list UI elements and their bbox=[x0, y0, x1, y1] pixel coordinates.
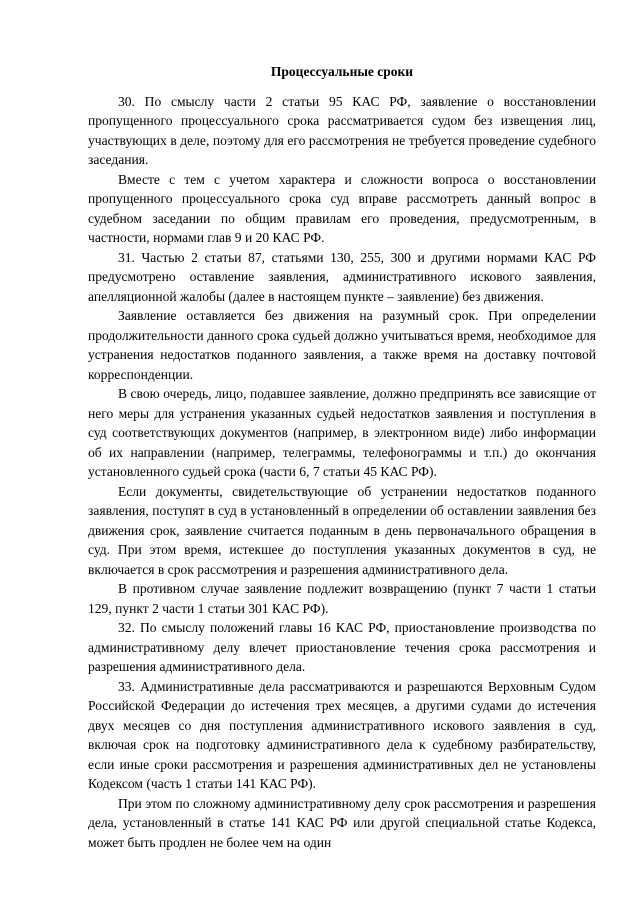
document-page bbox=[88, 62, 596, 852]
paragraph-33-extension: При этом по сложному административному делу срок рассмотрения и разрешения дела, установленный в статье 141 КАС РФ или другой специальной статье Кодекса, может быть продлен не более чем на один bbox=[88, 795, 596, 850]
paragraph-31: 31. Частью 2 статьи 87, статьями 130, 255, 300 и другими нормами КАС РФ предусмотрено оставление заявления, административного искового заявления, апелляционной жалобы (далее в настоящем пункте – заявление) без движения. bbox=[88, 249, 596, 304]
paragraph-30-continuation: Вместе с тем с учетом характера и сложности вопроса о восстановлении пропущенного процессуального срока суд вправе рассмотреть данный вопрос в судебном заседании по общим правилам его проведения, предусмотренным, в частности, нормами глав 9 и 20 КАС РФ. bbox=[88, 171, 596, 245]
paragraph-31-obligations: В свою очередь, лицо, подавшее заявление, должно предпринять все зависящие от него меры для устранения указанных судьей недостатков заявления и поступления в суд соответствующих документов (например, в электронном виде) либо информации об их направлении (например, телеграммы, телефонограммы и т.п.) до окончания установленного судьей срока (части 6, 7 статьи 45 КАС РФ). bbox=[88, 386, 596, 479]
paragraph-30: 30. По смыслу части 2 статьи 95 КАС РФ, заявление о восстановлении пропущенного процессуального срока рассматривается судом без извещения лиц, участвующих в деле, поэтому для его рассмотрения не требуется проведение судебного заседания. bbox=[88, 93, 596, 167]
document-title: Процессуальные сроки bbox=[270, 64, 414, 79]
paragraph-31-term: Заявление оставляется без движения на разумный срок. При определении продолжительности данного срока судьей должно учитываться время, необходимое для устранения недостатков поданного заявления, а также время на доставку почтовой корреспонденции. bbox=[88, 308, 596, 382]
paragraph-32: 32. По смыслу положений главы 16 КАС РФ, приостановление производства по административному делу влечет приостановление течения срока рассмотрения и разрешения административного дела. bbox=[88, 620, 596, 674]
paragraph-31-documents: Если документы, свидетельствующие об устранении недостатков поданного заявления, поступят в суд в установленный в определении об оставлении заявления без движения срок, заявление считается поданным в день первоначального обращения в суд. При этом время, истекшее до поступления указанных документов в суд, не включается в срок рассмотрения и разрешения административного дела. bbox=[88, 483, 596, 577]
paragraph-31-return: В противном случае заявление подлежит возвращению (пункт 7 части 1 статьи 129, пункт 2 части 1 статьи 301 КАС РФ). bbox=[88, 581, 596, 616]
paragraph-33: 33. Административные дела рассматриваются и разрешаются Верховным Судом Российской Федерации до истечения трех месяцев, а другими судами до истечения двух месяцев со дня поступления административного искового заявления в суд, включая срок на подготовку административного дела к судебному разбирательству, если иные сроки рассмотрения и разрешения административных дел не установлены Кодексом (часть 1 статьи 141 КАС РФ). bbox=[88, 678, 596, 791]
